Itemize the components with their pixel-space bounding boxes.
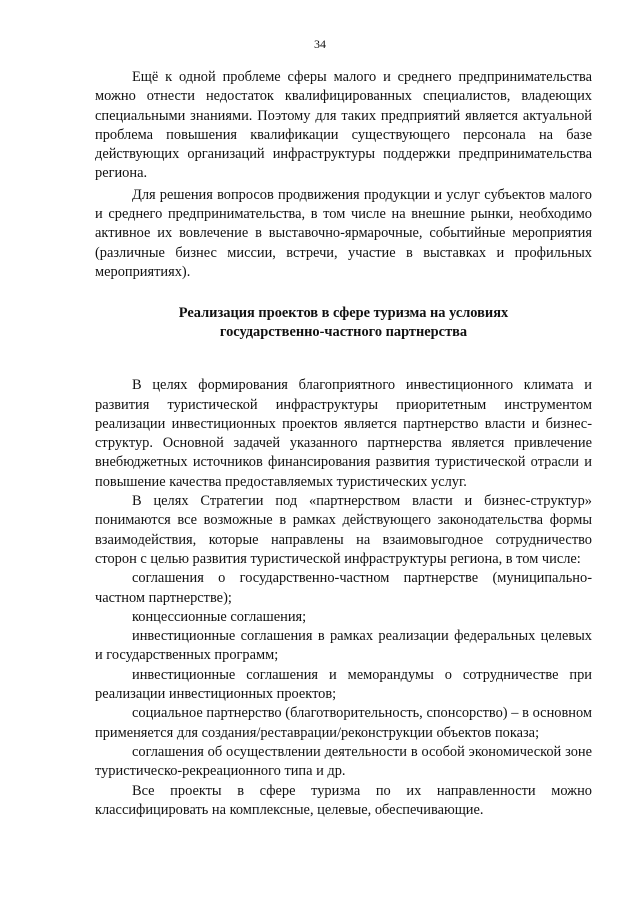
section-heading-line-2: государственно-частного партнерства: [219, 324, 468, 341]
paragraph-promotion: Для решения вопросов продвижения продукции и услуг субъектов малого и среднего предпринимательства, в том числе на внешние рынки, необходимо активное их вовлечение в выставочно-ярмарочные, событийные мероприятия (различные бизнес миссии, встречи, участие в выставках и профильных мероприятиях).: [95, 186, 592, 280]
list-item-concession-agreements: концессионные соглашения;: [132, 608, 307, 625]
section-heading-line-1: Реализация проектов в сфере туризма на условиях: [178, 305, 509, 322]
list-item-special-economic-zone: соглашения об осуществлении деятельности в особой экономической зоне туристическо-рекреационного типа и др.: [95, 743, 592, 780]
paragraph-investment-climate: В целях формирования благоприятного инвестиционного климата и развития туристической инфраструктуры приоритетным инструментом реализации инвестиционных проектов является партнерство власти и бизнес-структур. Основной задачей указанного партнерства является привлечение внебюджетных источников финансирования развития туристической отрасли и повышение качества предоставляемых туристических услуг.: [95, 377, 592, 490]
section-heading: [95, 304, 592, 342]
paragraph-qualification: Ещё к одной проблеме сферы малого и среднего предпринимательства можно отнести недостаток квалифицированных специалистов, владеющих специальными знаниями. Поэтому для таких предприятий является актуальной проблема повышения квалификации существующего персонала на базе действующих организаций инфраструктуры поддержки предпринимательства региона.: [95, 69, 592, 182]
list-item-investment-federal-programs: инвестиционные соглашения в рамках реализации федеральных целевых и государственных программ;: [95, 628, 592, 664]
list-item-ppp-agreements: соглашения о государственно-частном партнерстве (муниципально-частном партнерстве);: [95, 570, 592, 606]
list-item-social-partnership: социальное партнерство (благотворительность, спонсорство) – в основном применяется для создания/реставрации/реконструкции объектов показа;: [95, 705, 592, 741]
paragraph-project-classification: Все проекты в сфере туризма по их направленности можно классифицировать на комплексные, целевые, обеспечивающие.: [95, 782, 592, 818]
document-body: [95, 68, 592, 820]
paragraph-partnership-definition: В целях Стратегии под «партнерством власти и бизнес-структур» понимаются все возможные в рамках действующего законодательства формы взаимодействия, которые направлены на взаимовыгодное сотрудничество сторон с целью развития туристической инфраструктуры региона, в том числе:: [95, 493, 592, 567]
page-number: 34: [314, 37, 326, 51]
list-item-investment-memoranda: инвестиционные соглашения и меморандумы о сотрудничестве при реализации инвестиционных проектов;: [95, 666, 592, 703]
